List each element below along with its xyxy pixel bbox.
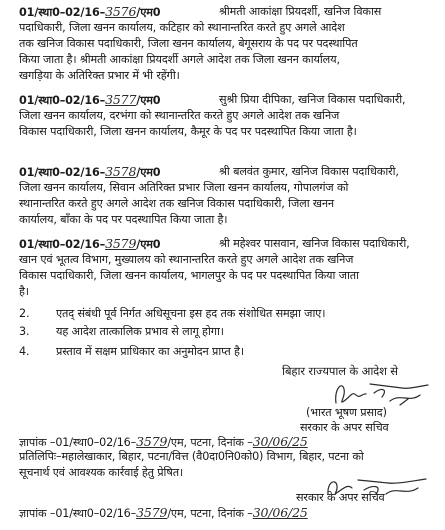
order-3-line: स्थानान्तरित करते हुए अगले आदेश तक खनिज विकास पदाधिकारी, जिला खनन — [19, 197, 334, 210]
order-3-reference: 01/स्था0–02/16–3578/एम0 — [19, 164, 161, 179]
order-1-line: श्रीमती आकांक्षा प्रियदर्शी, खनिज विकास — [219, 5, 382, 18]
point-number: 4. — [19, 345, 30, 358]
order-1-line: तक खनिज विकास पदाधिकारी, जिला खनन कार्यालय, बेगूसराय के पद पर पदस्थापित — [19, 37, 358, 50]
order-4-line: है। — [19, 285, 29, 298]
order-1-line: पदाधिकारी, जिला खनन कार्यालय, कटिहार को स्थानान्तरित करते हुए अगले आदेश — [19, 21, 345, 34]
handwritten-signature — [330, 379, 434, 409]
memo-1-reference: ज्ञापांक –01/स्था0–02/16–3579/एम, पटना, दिनांक –30/06/25 — [19, 434, 308, 449]
point-number: 3. — [19, 325, 30, 338]
point-number: 2. — [19, 307, 30, 320]
point-text: प्रस्ताव में सक्षम प्राधिकार का अनुमोदन प्राप्त है। — [56, 345, 244, 358]
order-3-line: कार्यालय, बाँका के पद पर पदस्थापित किया जाता है। — [19, 213, 228, 226]
order-1-line: खगड़िया के अतिरिक्त प्रभार में भी रहेंगी। — [19, 69, 180, 82]
order-2-line: जिला खनन कार्यालय, दरभंगा को स्थानान्तरित करते हुए अगले आदेश तक खनिज — [19, 109, 340, 122]
order-1-line: किया जाता है। श्रीमती आकांक्षा प्रियदर्शी अगले आदेश तक जिला खनन कार्यालय, — [19, 53, 340, 66]
point-text: यह आदेश तात्कालिक प्रभाव से लागू होगा। — [56, 325, 224, 338]
memo-1-copy-line: सूचनार्थ एवं आवश्यक कार्रवाई हेतु प्रेषित। — [19, 466, 184, 479]
memo-2-reference: ज्ञापांक –01/स्था0–02/16–3579/एम, पटना, दिनांक –30/06/25 — [19, 505, 308, 520]
memo-2-designation: सरकार के अपर सचिव — [296, 491, 385, 504]
order-2-line: विकास पदाधिकारी, जिला खनन कार्यालय, कैमूर के पद पर पदस्थापित किया जाता है। — [19, 125, 357, 138]
order-4-line: श्री महेश्वर पासवान, खनिज विकास पदाधिकारी, — [219, 237, 410, 250]
signatory-name: (भारत भूषण प्रसाद) — [306, 406, 387, 419]
order-3-line: श्री बलवंत कुमार, खनिज विकास पदाधिकारी, — [219, 165, 399, 178]
order-4-line: खान एवं भूतत्व विभाग, मुख्यालय को स्थानान्तरित करते हुए अगले आदेश तक खनिज — [19, 253, 354, 266]
order-1-reference: 01/स्था0–02/16–3576/एम0 — [19, 4, 161, 19]
signatory-designation: सरकार के अपर सचिव — [300, 421, 389, 434]
order-2-line: सुश्री प्रिया दीपिका, खनिज विकास पदाधिकारी, — [219, 93, 406, 106]
governor-order-line: बिहार राज्यपाल के आदेश से — [282, 364, 398, 378]
order-4-reference: 01/स्था0–02/16–3579/एम0 — [19, 236, 161, 251]
order-4-line: विकास पदाधिकारी, जिला खनन कार्यालय, भागलपुर के पद पर पदस्थापित किया जाता — [19, 269, 359, 282]
order-3-line: जिला खनन कार्यालय, सिवान अतिरिक्त प्रभार जिला खनन कार्यालय, गोपालगंज को — [19, 181, 349, 194]
order-2-reference: 01/स्था0–02/16–3577/एम0 — [19, 92, 161, 107]
memo-1-copy-line: प्रतिलिपिः–महालेखाकार, बिहार, पटना/वित्त (वै0दा0नि0को0) विभाग, बिहार, पटना को — [19, 450, 364, 463]
point-text: एतद् संबंधी पूर्व निर्गत अधिसूचना इस हद तक संशोधित समझा जाए। — [56, 307, 326, 320]
